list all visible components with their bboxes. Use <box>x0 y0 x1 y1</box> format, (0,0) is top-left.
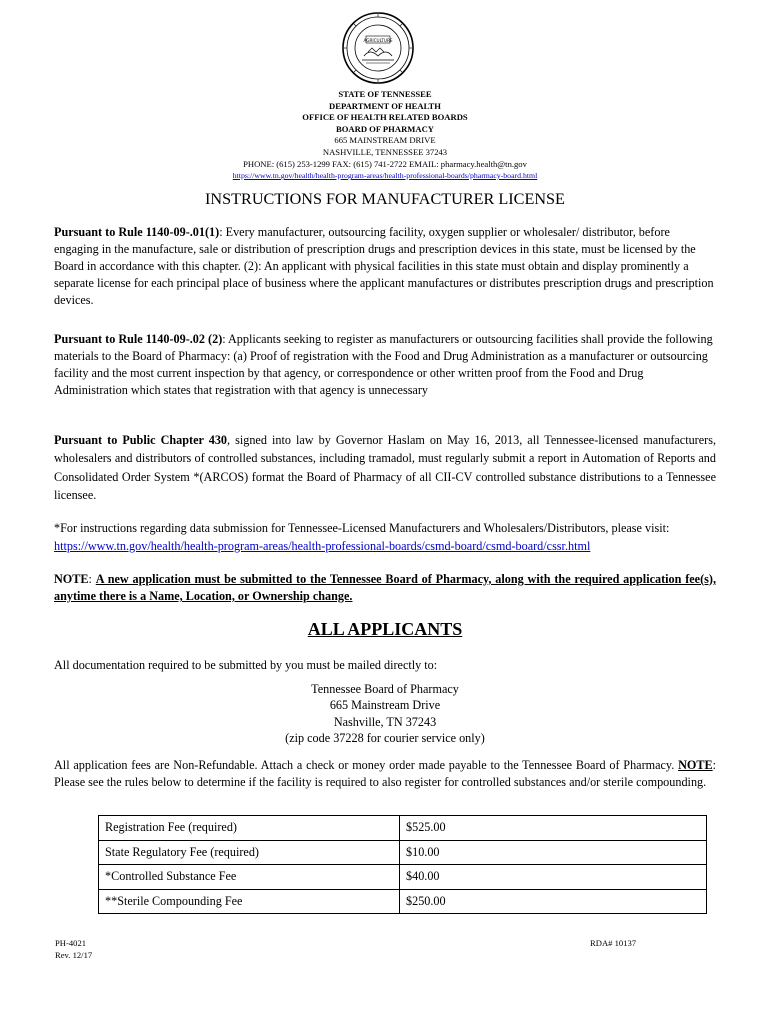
data-submission-instructions <box>54 519 716 555</box>
chapter-430-lead: Pursuant to Public Chapter 430 <box>54 433 228 447</box>
page-title: INSTRUCTIONS FOR MANUFACTURER LICENSE <box>205 190 565 208</box>
fee-amount: $10.00 <box>400 840 707 865</box>
mailing-intro: All documentation required to be submitted by you must be mailed directly to: <box>54 658 438 672</box>
instructions-text: *For instructions regarding data submission for Tennessee-Licensed Manufacturers and Wholesalers/Distributors, please visit: <box>54 521 670 535</box>
rule-1-paragraph <box>54 224 716 309</box>
fees-note-label: NOTE <box>678 758 713 772</box>
header-line: DEPARTMENT OF HEALTH <box>329 100 441 111</box>
table-row <box>99 840 707 865</box>
fee-name: State Regulatory Fee (required) <box>99 840 400 865</box>
rule-1-lead: Pursuant to Rule 1140-09-.01(1) <box>54 225 220 239</box>
form-number: PH-4021 <box>55 938 87 948</box>
fee-table <box>98 815 707 914</box>
header-line: STATE OF TENNESSEE <box>338 89 432 99</box>
rule-2-paragraph <box>54 331 716 399</box>
chapter-430-paragraph <box>54 431 716 505</box>
all-applicants-heading: ALL APPLICANTS <box>307 619 463 639</box>
table-row <box>99 816 707 841</box>
fees-text-2: : Please see the rules below to determine if the facility is required to also register for controlled substances and/or sterile compounding. <box>54 758 716 789</box>
note-text: A new application must be submitted to the Tennessee Board of Pharmacy, along with the required application fee(s), anytime there is a Name, Location, or Ownership change. <box>54 572 716 603</box>
mailing-address <box>0 681 770 747</box>
rda-number: RDA# 10137 <box>590 938 637 948</box>
fees-paragraph <box>54 757 716 791</box>
address-line: Tennessee Board of Pharmacy <box>311 682 459 696</box>
fee-name: **Sterile Compounding Fee <box>99 889 400 914</box>
fee-amount: $40.00 <box>400 865 707 890</box>
fees-text-1: All application fees are Non-Refundable. Attach a check or money order made payable to the Tennessee Board of Pharmacy. <box>54 758 679 772</box>
rule-2-lead: Pursuant to Rule 1140-09-.02 (2) <box>54 332 223 346</box>
note-label: NOTE <box>54 572 89 586</box>
header-line: BOARD OF PHARMACY <box>335 123 435 134</box>
cssr-link[interactable]: https://www.tn.gov/health/health-program-areas/health-professional-boards/csmd-board/csmd-board/cssr.html <box>54 539 591 553</box>
fee-name: *Controlled Substance Fee <box>99 865 400 890</box>
header-line: OFFICE OF HEALTH RELATED BOARDS <box>302 112 468 123</box>
header-line: NASHVILLE, TENNESSEE 37243 <box>322 146 448 157</box>
header-line: PHONE: (615) 253-1299 FAX: (615) 741-2722 EMAIL: pharmacy.health@tn.gov <box>243 158 527 169</box>
rule-1-text: : Every manufacturer, outsourcing facility, oxygen supplier or wholesaler/ distributor, before engaging in the manufacture, sale or distribution of prescription drugs and prescription devices in this state, must be licensed by the Board in accordance with this chapter. (2): An applicant with physical facilities in this state must obtain and display prominently a separate license for each principal place of business where the applicant manufactures or distributes prescription drugs and prescription devices. <box>54 225 714 307</box>
board-website-link[interactable]: https://www.tn.gov/health/health-program-areas/health-professional-boards/pharmacy-board.html <box>232 171 538 181</box>
header-line: 665 MAINSTREAM DRIVE <box>334 135 436 146</box>
rule-2-text: : Applicants seeking to register as manufacturers or outsourcing facilities shall provide the following materials to the Board of Pharmacy: (a) Proof of registration with the Food and Drug Administration as a manufacturer or outsourcing facility and the most current inspection by that agency, or correspondence or other written proof from the Food and Drug Administration which states that registration with that agency is unnecessary <box>54 332 713 397</box>
note-colon: : <box>88 572 96 586</box>
tennessee-state-seal-icon <box>342 12 414 84</box>
fee-name: Registration Fee (required) <box>99 816 400 841</box>
chapter-430-text: , signed into law by Governor Haslam on May 16, 2013, all Tennessee-licensed manufacturers, wholesalers and distributors of controlled substances, including tramadol, must regularly submit a report in Automation of Reports and Consolidated Order System *(ARCOS) format the Board of Pharmacy of all CII-CV controlled substance distributions to a Tennessee licensee. <box>54 433 716 503</box>
change-note <box>54 571 716 605</box>
address-line: (zip code 37228 for courier service only) <box>285 731 485 746</box>
letterhead <box>0 89 770 182</box>
form-revision: Rev. 12/17 <box>55 949 93 960</box>
fee-amount: $250.00 <box>400 889 707 914</box>
form-footer-left <box>55 938 92 961</box>
table-row <box>99 865 707 890</box>
svg-text:AGRICULTURE: AGRICULTURE <box>363 38 393 43</box>
address-line: 665 Mainstream Drive <box>329 698 441 713</box>
fee-amount: $525.00 <box>400 816 707 841</box>
table-row <box>99 889 707 914</box>
address-line: Nashville, TN 37243 <box>333 714 437 729</box>
